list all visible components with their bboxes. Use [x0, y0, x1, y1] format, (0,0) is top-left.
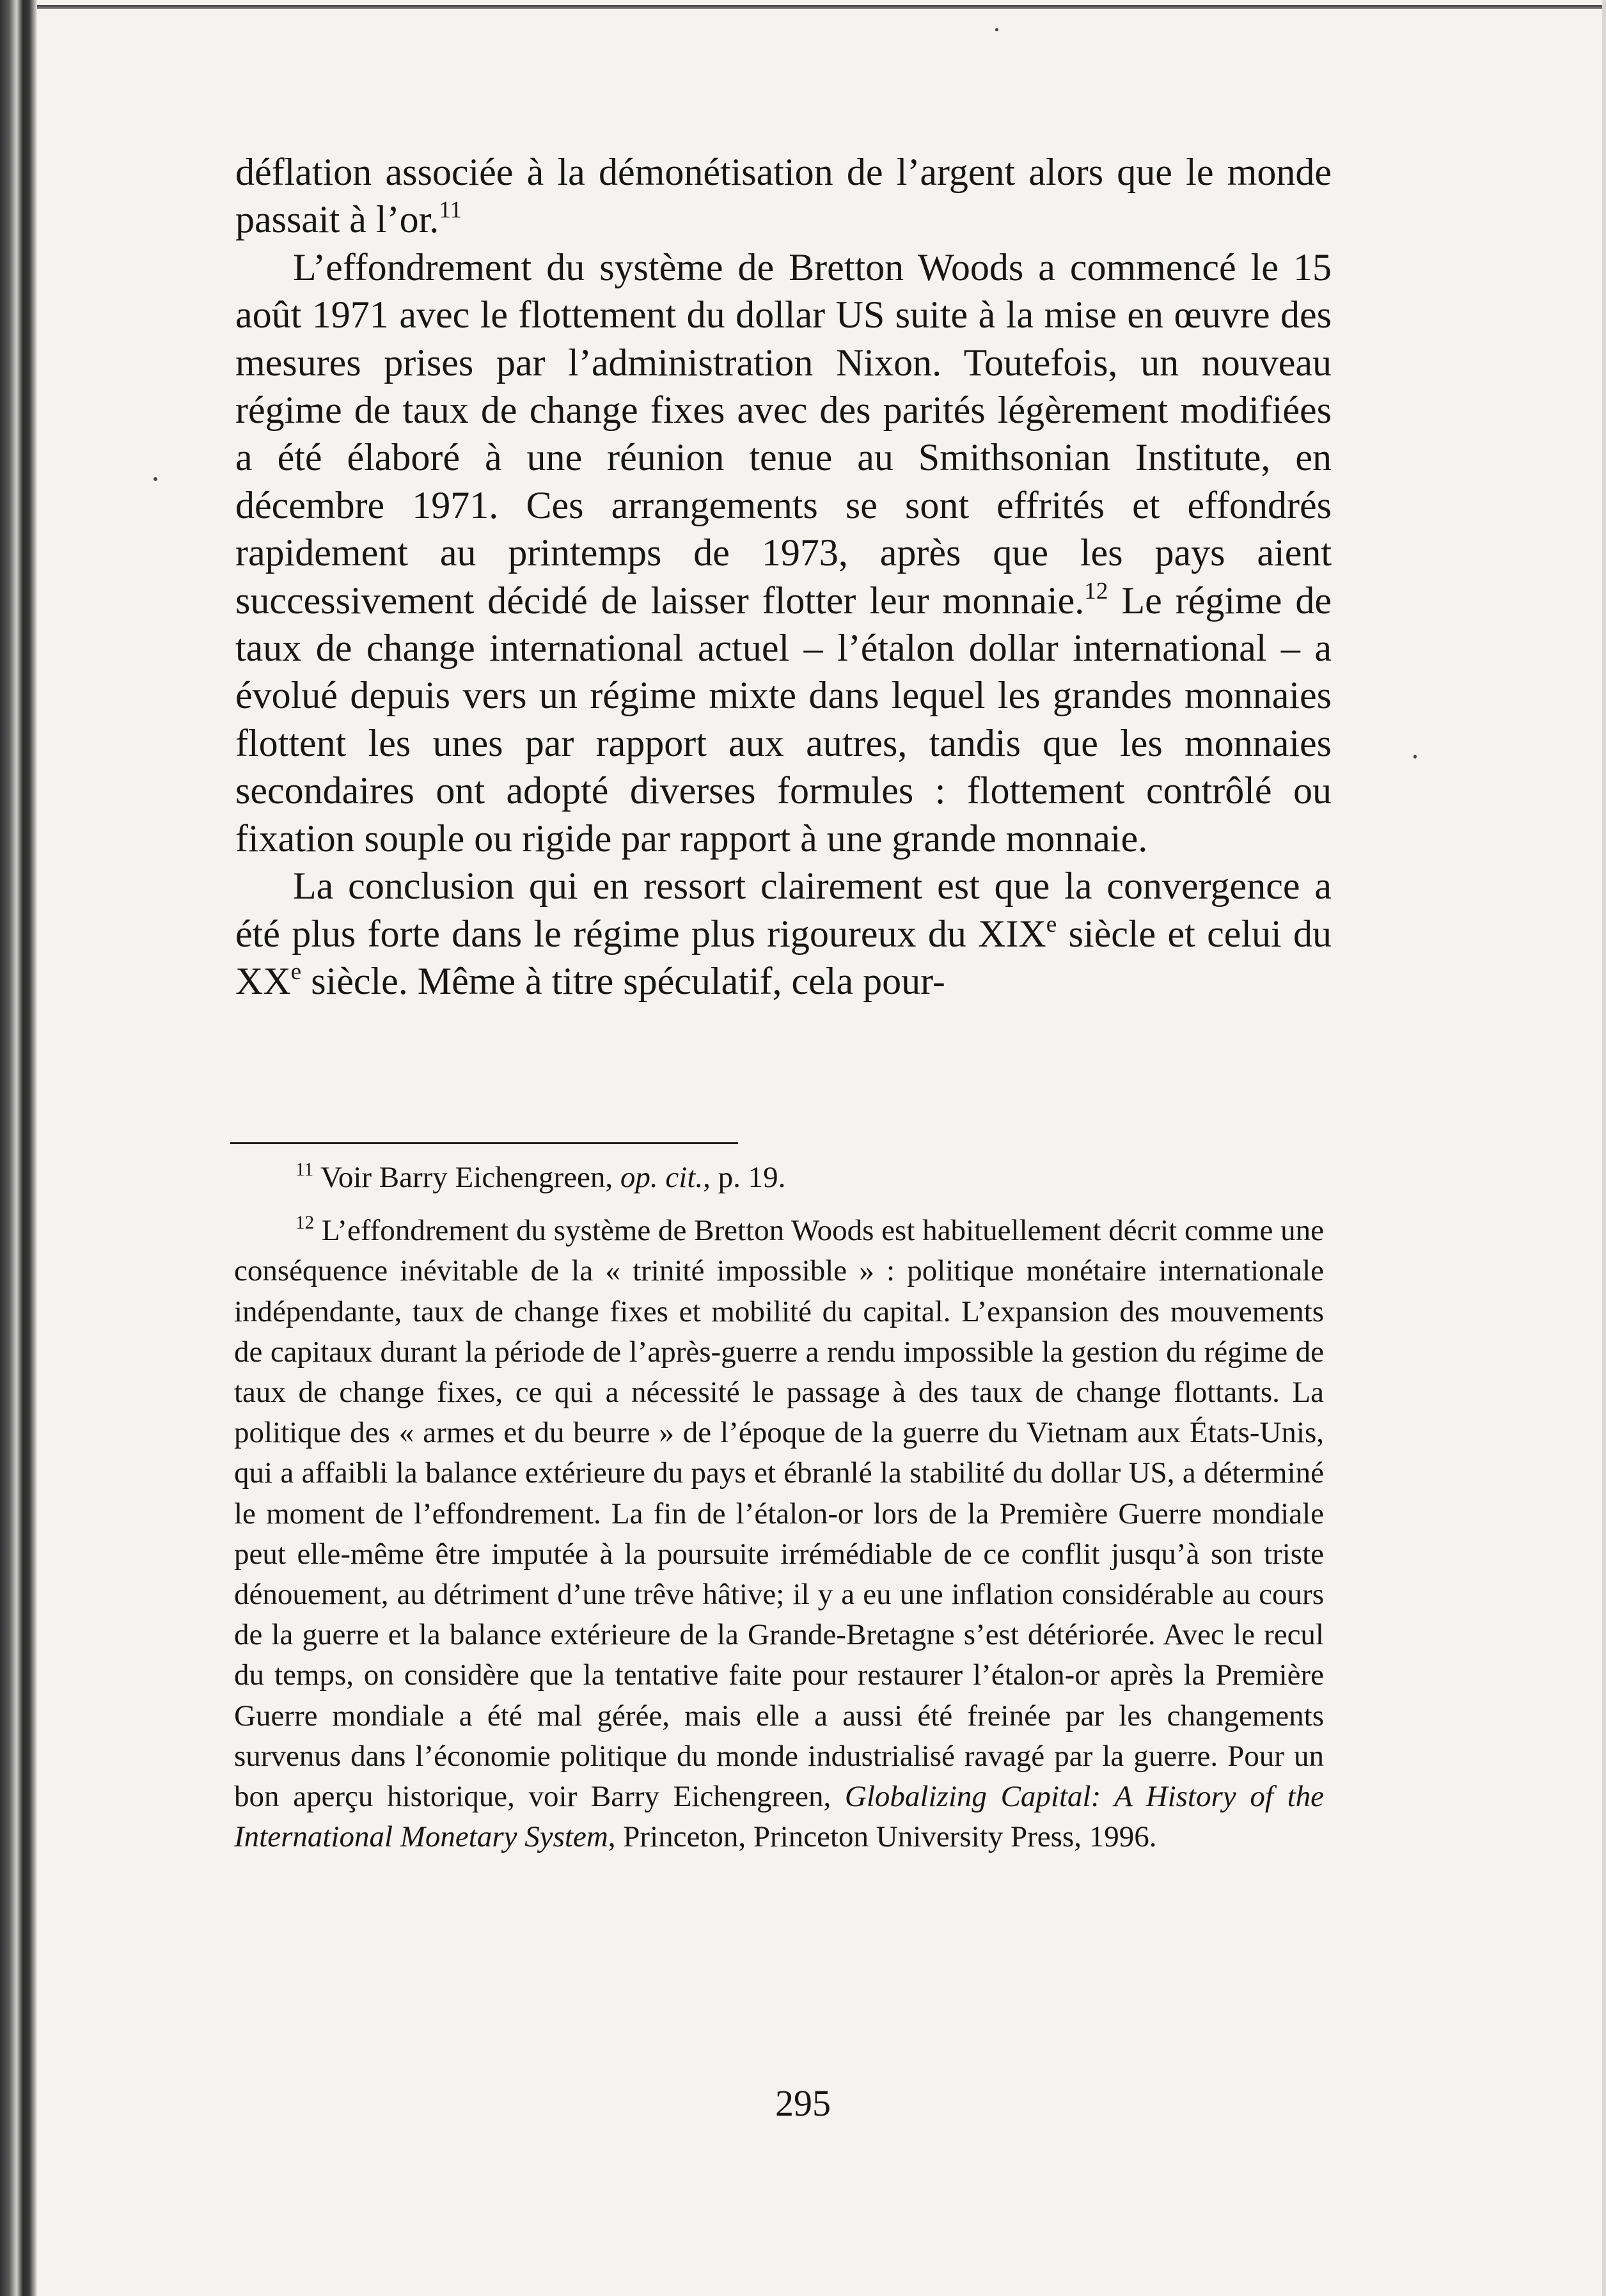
footnotes	[234, 1158, 1324, 1857]
footnote-11: $^{11}$ Voir Barry Eichengreen, op. cit., p. 19.	[295, 1159, 786, 1194]
paragraph-3: La conclusion qui en ressort clairement est que la convergence a été plus forte dans le régime plus rigoureux du XIXe siècle et celui du XXe siècle. Même à titre spéculatif, cela pour-	[235, 865, 1332, 1002]
scan-speck	[1413, 755, 1417, 759]
footnote-ref-11: 11	[439, 197, 462, 224]
main-text	[235, 148, 1332, 1005]
footnote-ref-12: 12	[1084, 578, 1108, 604]
page-number: 295	[775, 2082, 831, 2124]
scan-speck	[154, 477, 157, 481]
footnote-number: 12	[295, 1213, 315, 1234]
footnote-12: $^{12}$ L’effondrement du système de Bretton Woods est habituellement décrit comme une conséquence inévitable de la « trinité impossible » : politique monétaire internationale indépendante, taux de change fixes et mobilité du capital. L’expansion des mouvements de capitaux durant la période de l’après-guerre a rendu impossible la gestion du régime de taux de change fixes, ce qui a nécessité le passage à des taux de change flottants. La politique des « armes et du beurre » de l’époque de la guerre du Vietnam aux États-Unis, qui a affaibli la balance extérieure du pays et ébranlé la stabilité du dollar US, a déterminé le moment de l’effondrement. La fin de l’étalon-or lors de la Première Guerre mondiale peut elle-même être imputée à la poursuite irrémédiable de ce conflit jusqu’à son triste dénouement, au détriment d’une trêve hâtive; il y a eu une inflation considérable au cours de la guerre et la balance extérieure de la Grande-Bretagne s’est détériorée. Avec le recul du temps, on considère que la tentative faite pour restaurer l’étalon-or après la Première Guerre mondiale a été mal gérée, mais elle a aussi été freinée par les changements survenus dans l’économie politique du monde industrialisé ravagé par la guerre. Pour un bon aperçu historique, voir Barry Eichengreen, Globalizing Capital: A History of the International Monetary System, Princeton, Princeton University Press, 1996.	[234, 1213, 1324, 1854]
scan-speck	[995, 28, 998, 31]
superscript-e: e	[1046, 911, 1057, 938]
paragraph-1: déflation associée à la démonétisation de l’argent alors que le monde passait à l’or.$^{11}$	[235, 151, 1332, 241]
footnote-number: 11	[295, 1159, 314, 1180]
superscript-e: e	[290, 958, 302, 985]
paragraph-2: L’effondrement du système de Bretton Woods a commencé le 15 août 1971 avec le flottement du dollar US suite à la mise en œuvre des mesures prises par l’administration Nixon. Toutefois, un nouveau régime de taux de change fixes avec des parités légèrement modifiées a été élaboré à une réunion tenue au Smithsonian Institute, en décembre 1971. Ces arrangements se sont effrités et effondrés rapidement au printemps de 1973, après que les pays aient successivement décidé de laisser flotter leur monnaie.$^{12}$ Le régime de taux de change international actuel – l’étalon dollar international – a évolué depuis vers un régime mixte dans lequel les grandes monnaies flottent les unes par rapport aux autres, tandis que les monnaies secondaires ont adopté diverses formules : flottement contrôlé ou fixation souple ou rigide par rapport à une grande monnaie.	[235, 246, 1332, 860]
footnote-separator	[230, 1142, 738, 1144]
